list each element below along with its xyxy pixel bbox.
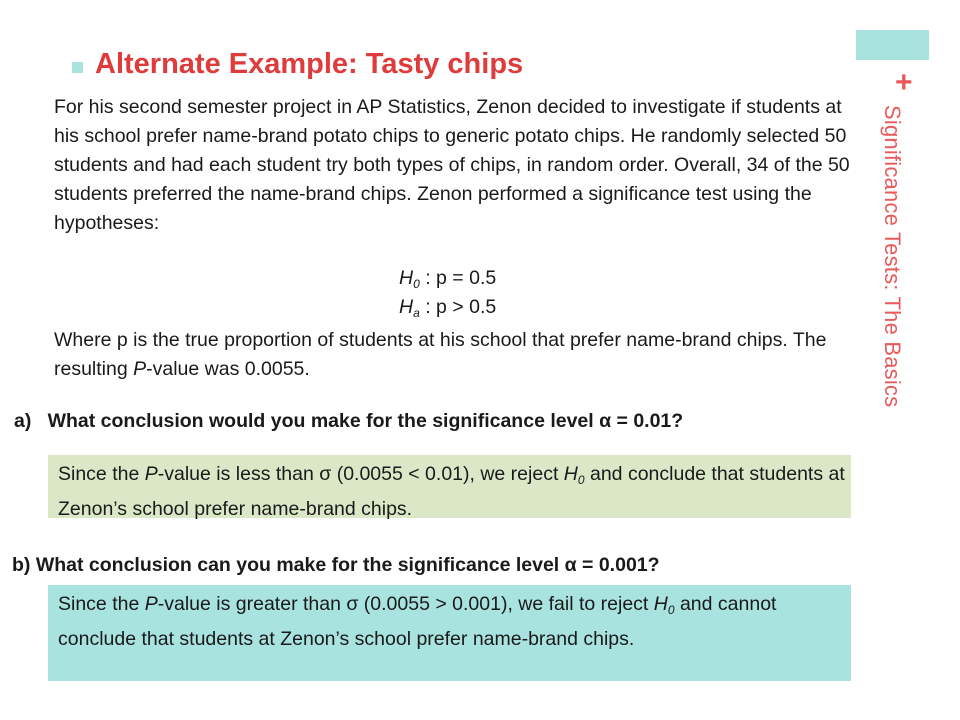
answer-a-sub: 0 bbox=[577, 473, 585, 487]
where-after: -value was 0.0055. bbox=[146, 358, 310, 380]
problem-intro: For his second semester project in AP Statistics, Zenon decided to investigate if students at his school prefer name-brand potato chips to generic potato chips. He randomly selected 50 students and had each student try both types of chips, in random order. Overall, 34 of the 50 students preferred the name-brand chips. Zenon performed a significance test using the hypotheses: bbox=[54, 96, 850, 234]
h0-letter: H bbox=[399, 267, 414, 289]
ha-rest: : p > 0.5 bbox=[419, 296, 497, 318]
question-b: b) What conclusion can you make for the significance level α = 0.001? bbox=[12, 554, 660, 576]
h0-subscript: 0 bbox=[413, 277, 420, 291]
definition-text bbox=[54, 326, 844, 384]
answer-a-t2: -value is less than σ (0.0055 < 0.01), we reject bbox=[157, 463, 564, 485]
answer-b-t1: Since the bbox=[58, 593, 145, 615]
answer-b-t2: -value is greater than σ (0.0055 > 0.001), we fail to reject bbox=[157, 593, 654, 615]
where-before: Where p is the true proportion of students at his school that prefer name-brand chips. The resulting bbox=[54, 329, 827, 380]
alternative-hypothesis bbox=[399, 296, 496, 320]
plus-icon: + bbox=[895, 66, 913, 99]
question-a: a) What conclusion would you make for the significance level α = 0.01? bbox=[14, 410, 684, 432]
h0-rest: : p = 0.5 bbox=[419, 267, 497, 289]
null-hypothesis bbox=[399, 267, 496, 291]
slide-title: Alternate Example: Tasty chips bbox=[95, 48, 524, 80]
ha-subscript: a bbox=[413, 306, 420, 320]
title-bullet bbox=[72, 62, 83, 73]
answer-b-sub: 0 bbox=[667, 603, 675, 617]
answer-b-t3: and cannot conclude that students at Zenon’s school prefer name-brand chips. bbox=[58, 593, 777, 650]
answer-a-p: P bbox=[144, 463, 158, 485]
ha-letter: H bbox=[399, 296, 414, 318]
answer-b bbox=[58, 590, 838, 654]
corner-decoration bbox=[856, 30, 929, 60]
where-p: P bbox=[133, 358, 147, 380]
answer-b-p: P bbox=[144, 593, 158, 615]
answer-a-t3: and conclude that students at Zenon’s school prefer name-brand chips. bbox=[58, 463, 845, 520]
answer-b-h: H bbox=[653, 593, 668, 615]
section-title-vertical: Significance Tests: The Basics bbox=[880, 105, 905, 408]
answer-a bbox=[58, 460, 848, 524]
answer-a-t1: Since the bbox=[58, 463, 145, 485]
answer-a-h: H bbox=[563, 463, 578, 485]
